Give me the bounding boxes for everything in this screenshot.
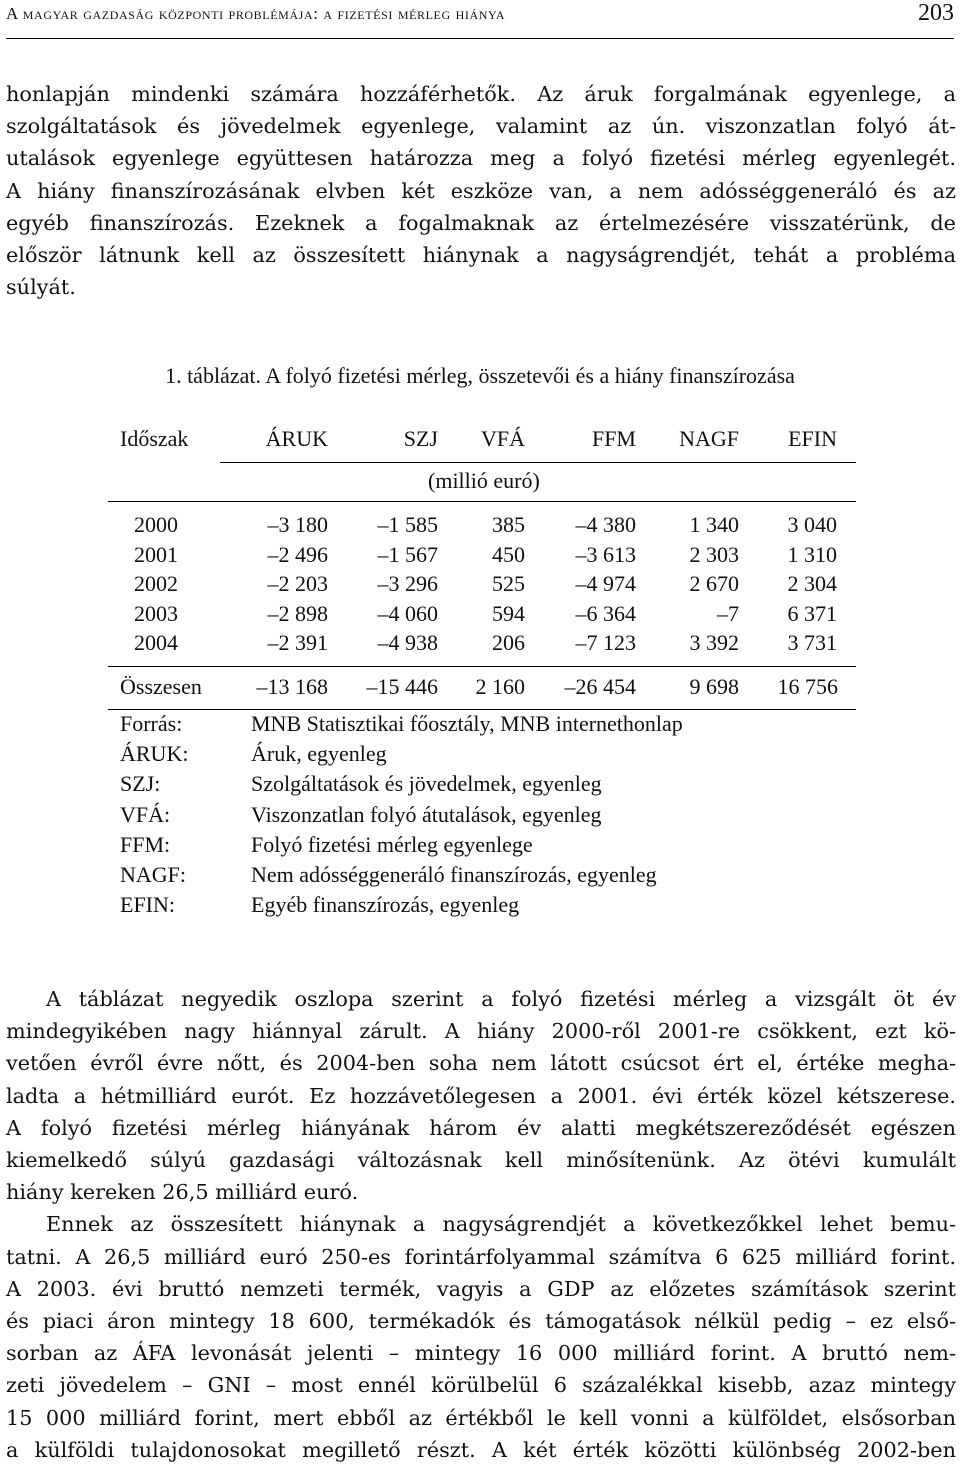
legend-value: Viszonzatlan folyó átutalások, egyenleg — [251, 801, 602, 827]
total-cell: –26 454 — [564, 674, 636, 699]
table-cell: 3 392 — [689, 630, 739, 655]
table-cell: 385 — [492, 512, 525, 537]
row-year: 2000 — [134, 512, 178, 537]
legend-key: Forrás: — [120, 711, 183, 736]
table-cell: –3 180 — [267, 512, 328, 537]
row-year: 2003 — [134, 600, 178, 626]
text-line: utalások egyenlege együttesen határozza meg a folyó fizetési mérleg egyenlegét. — [6, 146, 956, 171]
unit-label: (millió euró) — [428, 468, 540, 493]
table-cell: 1 340 — [689, 512, 739, 537]
text-line: először látnunk kell az összesített hiánynak a nagyságrendjét, tehát a probléma — [6, 243, 956, 268]
total-rule — [108, 666, 856, 667]
legend-key: SZJ: — [120, 771, 161, 797]
table-cell: –2 203 — [267, 571, 328, 596]
table-cell: –4 938 — [377, 630, 438, 655]
legend-value: Áruk, egyenleg — [251, 741, 387, 767]
text-line: zeti jövedelem – GNI – most ennél körülbelül 6 százalékkal kisebb, azaz mintegy — [6, 1373, 956, 1398]
legend-key: EFIN: — [120, 892, 175, 918]
text-line: egyéb finanszírozás. Ezeknek a fogalmaknak az értelmezésére visszatérünk, de — [6, 210, 956, 235]
table-cell: –6 364 — [575, 600, 636, 626]
total-label: Összesen — [120, 674, 202, 699]
total-cell: –15 446 — [366, 674, 438, 699]
legend-key: VFÁ: — [120, 801, 171, 827]
row-year: 2002 — [134, 571, 178, 596]
text-line: A 2003. évi bruttó nemzeti termék, vagyis a GDP az előzetes számítások szerint — [6, 1276, 956, 1301]
legend-key: ÁRUK: — [120, 741, 189, 767]
table-cell: –1 585 — [377, 512, 438, 537]
text-line: súlyát. — [6, 275, 76, 300]
table-cell: 450 — [492, 541, 525, 567]
table-cell: –2 898 — [267, 600, 328, 626]
table-cell: –7 123 — [575, 630, 636, 655]
table-cell: –2 496 — [267, 541, 328, 567]
text-line: ladta a hétmilliárd eurót. Ez hozzávetőlegesen a 2001. évi érték közel kétszerese. — [6, 1083, 956, 1108]
text-line: kiemelkedő súlyú gazdasági változásnak kell minősítenünk. Az ötévi kumulált — [6, 1148, 956, 1173]
table-caption-text: A folyó fizetési mérleg, összetevői és a hiány finanszírozása — [265, 363, 795, 388]
text-line: hiány kereken 26,5 milliárd euró. — [6, 1180, 359, 1205]
text-line: A hiány finanszírozásának elvben két eszköze van, a nem adósséggeneráló és az — [6, 178, 956, 203]
table-cell: 525 — [492, 571, 525, 596]
total-cell: 16 756 — [777, 674, 838, 699]
table-cell: –4 060 — [377, 600, 438, 626]
table-cell: –3 296 — [377, 571, 438, 596]
bottom-rule — [108, 709, 856, 710]
unit-rule — [108, 501, 856, 502]
table-cell: 2 670 — [689, 571, 739, 596]
row-year: 2001 — [134, 541, 178, 567]
table-cell: 6 371 — [787, 600, 837, 626]
text-line: sorban az ÁFA levonását jelenti – mintegy 16 000 milliárd forint. A bruttó nem- — [6, 1341, 956, 1366]
table-cell: 3 040 — [787, 512, 837, 537]
text-line: A folyó fizetési mérleg hiányának három év alatti megkétszereződését egészen — [6, 1115, 956, 1140]
legend-key: FFM: — [120, 831, 171, 857]
legend-value: Nem adósséggeneráló finanszírozás, egyenleg — [251, 862, 657, 887]
text-line: Ennek az összesített hiánynak a nagyságrendjét a következőkkel lehet bemu- — [46, 1212, 956, 1237]
table-cell: 1 310 — [787, 541, 837, 567]
text-line: szolgáltatások és jövedelmek egyenlege, valamint az ún. viszonzatlan folyó át- — [6, 114, 956, 139]
column-header: FFM — [591, 426, 636, 451]
legend-key: NAGF: — [120, 862, 187, 887]
column-header: VFÁ — [480, 426, 525, 451]
total-cell: 2 160 — [475, 674, 525, 699]
text-line: a külföldi tulajdonosokat megillető részt. A két érték közötti különbség 2002-ben — [6, 1437, 956, 1462]
column-header: ÁRUK — [265, 426, 328, 451]
page-number: 203 — [918, 0, 954, 26]
table-cell: 3 731 — [787, 630, 837, 655]
text-line: tatni. A 26,5 milliárd euró 250-es forintárfolyammal számítva 6 625 milliárd forint. — [6, 1244, 956, 1269]
column-header: EFIN — [788, 426, 837, 451]
legend-value: Egyéb finanszírozás, egyenleg — [251, 892, 520, 918]
table-cell: –4 974 — [575, 571, 636, 596]
running-header-title: A magyar gazdaság központi problémája: a fizetési mérleg hiánya — [6, 4, 506, 23]
header-rule — [220, 462, 856, 463]
table-cell: –3 613 — [575, 541, 636, 567]
table-cell: 206 — [492, 630, 525, 655]
table-cell: 594 — [492, 600, 525, 626]
table-cell: –2 391 — [267, 630, 328, 655]
column-header: Időszak — [120, 426, 189, 451]
table-cell: –4 380 — [575, 512, 636, 537]
row-year: 2004 — [134, 630, 178, 655]
legend-value: MNB Statisztikai főosztály, MNB internethonlap — [251, 711, 683, 736]
table-cell: 2 304 — [787, 571, 837, 596]
total-cell: 9 698 — [689, 674, 739, 699]
table-caption-label: 1. táblázat. — [165, 363, 261, 388]
legend-value: Szolgáltatások és jövedelmek, egyenleg — [251, 771, 602, 797]
text-line: A táblázat negyedik oszlopa szerint a folyó fizetési mérleg a vizsgált öt év — [46, 987, 956, 1011]
body-paragraphs — [6, 983, 956, 1466]
legend-value: Folyó fizetési mérleg egyenlege — [251, 831, 533, 857]
table-caption — [0, 363, 960, 389]
intro-paragraph — [6, 78, 956, 303]
total-cell: –13 168 — [256, 674, 328, 699]
text-line: mindegyikében nagy hiánnyal zárult. A hiány 2000-ről 2001-re csökkent, ezt kö- — [6, 1019, 956, 1044]
table-cell: –1 567 — [377, 541, 438, 567]
text-line: vetően évről évre nőtt, és 2004-ben soha nem látott csúcsot ért el, értéke megha- — [6, 1051, 956, 1076]
column-header: SZJ — [403, 426, 438, 451]
column-header: NAGF — [679, 426, 739, 451]
table-cell: 2 303 — [689, 541, 739, 567]
running-header — [6, 0, 954, 39]
text-line: 15 000 milliárd forint, mert ebből az értékből le kell vonni a külföldet, elsősorban — [6, 1405, 956, 1430]
table-cell: –7 — [717, 600, 739, 626]
text-line: és piaci áron mintegy 18 600, termékadók és támogatások nélkül pedig – ez első- — [6, 1309, 956, 1334]
text-line: honlapján mindenki számára hozzáférhetők. Az áruk forgalmának egyenlege, a — [6, 82, 956, 106]
